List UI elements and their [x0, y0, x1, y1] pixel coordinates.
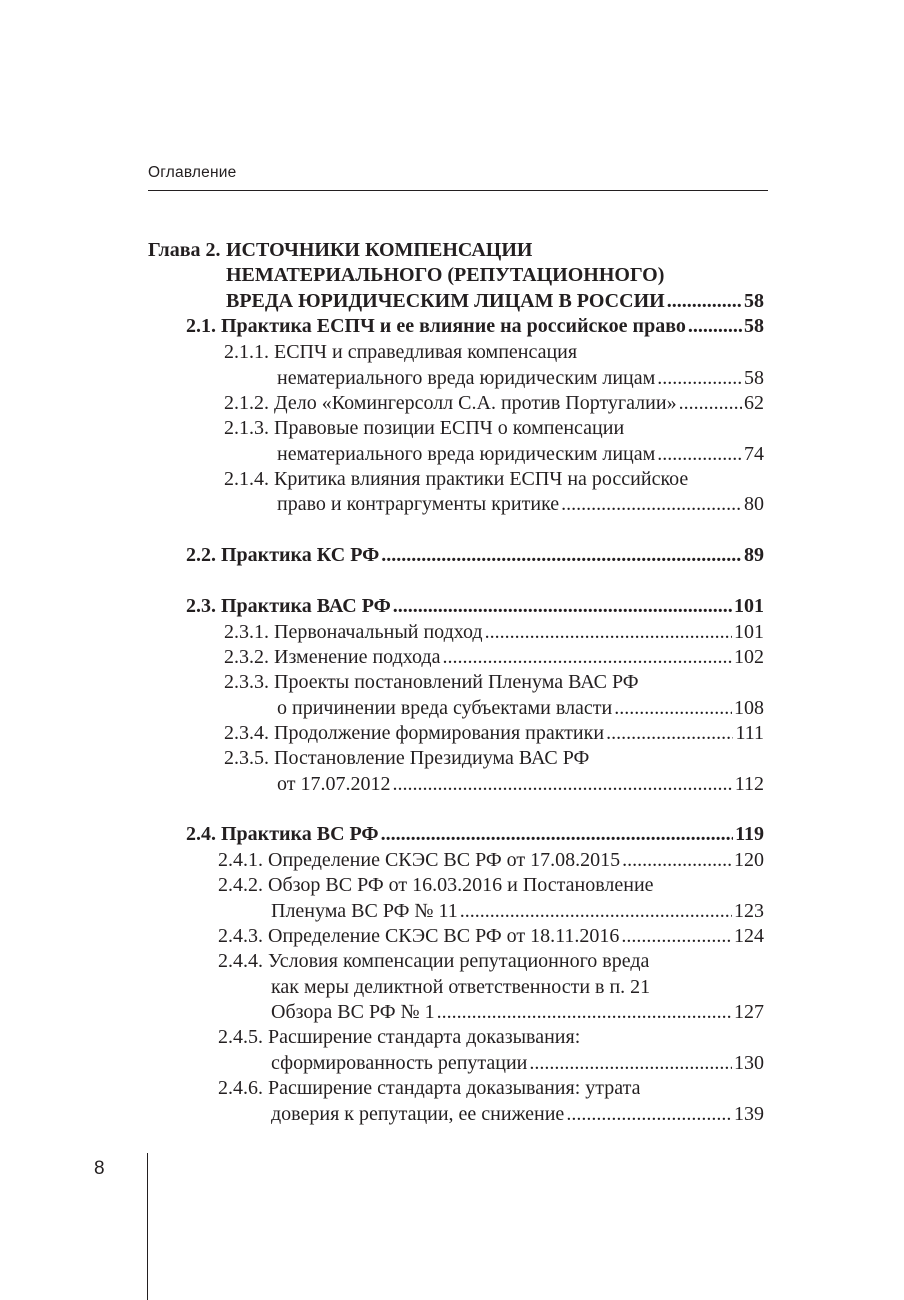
entry-title: Определение СКЭС ВС РФ от 18.11.2016: [268, 925, 620, 947]
toc-entry-2-1-3[interactable]: [224, 415, 624, 441]
page-ref: 139: [734, 1103, 764, 1125]
entry-number: 2.1.2.: [224, 392, 269, 414]
entry-title-cont: Обзора ВС РФ № 1: [271, 1001, 435, 1023]
toc-entry-2-1-1-cont[interactable]: [277, 365, 764, 391]
page-ref: 123: [734, 900, 764, 922]
entry-number: 2.1.4.: [224, 468, 269, 490]
entry-title: Условия компенсации репутационного вреда: [268, 950, 650, 972]
toc-entry-2-3-3-cont[interactable]: [277, 695, 764, 721]
page-ref: 101: [734, 621, 764, 643]
toc-entry-2-4-4-cont[interactable]: [271, 974, 650, 1000]
toc-entry-2-1[interactable]: [186, 313, 764, 339]
page-ref: 101: [734, 595, 764, 617]
toc-entry-2-4-2[interactable]: [218, 872, 654, 898]
entry-number: 2.4.2.: [218, 874, 263, 896]
section-title: 2.1. Практика ЕСПЧ и ее влияние на российское право: [186, 315, 686, 337]
page-ref: 80: [744, 493, 764, 515]
entry-title-cont: сформированность репутации: [271, 1052, 528, 1074]
dot-leader: [657, 365, 742, 391]
entry-title-cont: Пленума ВС РФ № 11: [271, 900, 458, 922]
entry-title: Изменение подхода: [274, 646, 441, 668]
dot-leader: [381, 821, 733, 847]
entry-title: Проекты постановлений Пленума ВАС РФ: [274, 671, 639, 693]
dot-leader: [606, 720, 733, 746]
toc-entry-2-4-5-cont[interactable]: [271, 1050, 764, 1076]
margin-rule: [147, 1153, 148, 1300]
page-ref: 124: [734, 925, 764, 947]
entry-title: Обзор ВС РФ от 16.03.2016 и Постановление: [268, 874, 654, 896]
chapter-title-line-2: НЕМАТЕРИАЛЬНОГО (РЕПУТАЦИОННОГО): [226, 264, 665, 286]
toc-entry-2-4-3[interactable]: [218, 923, 764, 949]
entry-title: Критика влияния практики ЕСПЧ на российское: [274, 468, 689, 490]
toc-entry-2-1-2[interactable]: [224, 390, 764, 416]
dot-leader: [561, 491, 742, 517]
page-ref: 74: [744, 443, 764, 465]
entry-title: ЕСПЧ и справедливая компенсация: [274, 341, 578, 363]
toc-entry-2-3-1[interactable]: [224, 619, 764, 645]
dot-leader: [622, 847, 732, 873]
entry-number: 2.3.2.: [224, 646, 269, 668]
dot-leader: [667, 288, 742, 314]
page-ref: 58: [744, 367, 764, 389]
entry-number: 2.3.5.: [224, 747, 269, 769]
toc-entry-2-4-2-cont[interactable]: [271, 898, 764, 924]
entry-title-cont: доверия к репутации, ее снижение: [271, 1103, 565, 1125]
page-ref: 108: [734, 697, 764, 719]
entry-title-cont: как меры деликтной ответственности в п. 21: [271, 976, 651, 998]
entry-title-cont: от 17.07.2012: [277, 773, 391, 795]
page-ref: 58: [744, 315, 764, 337]
toc-entry-2-4-4-cont-2[interactable]: [271, 999, 764, 1025]
page-ref: 119: [735, 823, 764, 845]
entry-title: Первоначальный подход: [274, 621, 483, 643]
chapter-label: Глава 2.: [148, 239, 221, 261]
toc-entry-2-3-5-cont[interactable]: [277, 771, 764, 797]
toc-entry-2-4-6-cont[interactable]: [271, 1101, 764, 1127]
page-ref: 89: [744, 544, 764, 566]
dot-leader: [614, 695, 732, 721]
dot-leader: [460, 898, 732, 924]
page-ref: 120: [734, 849, 764, 871]
toc-entry-2-4[interactable]: [186, 821, 764, 847]
page-ref: 130: [734, 1052, 764, 1074]
toc-entry-chapter-2[interactable]: [226, 288, 764, 314]
entry-title: Дело «Комингерсолл С.А. против Португалии»: [274, 392, 677, 414]
toc-entry-2-3-5[interactable]: [224, 745, 589, 771]
entry-title-cont: нематериального вреда юридическим лицам: [277, 367, 656, 389]
section-title: 2.2. Практика КС РФ: [186, 544, 380, 566]
section-title: 2.4. Практика ВС РФ: [186, 823, 379, 845]
entry-number: 2.4.5.: [218, 1026, 263, 1048]
entry-title-cont: право и контраргументы критике: [277, 493, 560, 515]
toc-entry-2-3-2[interactable]: [224, 644, 764, 670]
entry-number: 2.3.4.: [224, 722, 269, 744]
page-ref: 62: [744, 392, 764, 414]
section-title: 2.3. Практика ВАС РФ: [186, 595, 391, 617]
toc-entry-2-4-1[interactable]: [218, 847, 764, 873]
dot-leader: [621, 923, 732, 949]
page-ref: 127: [734, 1001, 764, 1023]
chapter-title-line-3: ВРЕДА ЮРИДИЧЕСКИМ ЛИЦАМ В РОССИИ: [226, 290, 665, 312]
entry-number: 2.3.1.: [224, 621, 269, 643]
toc-entry-2-4-6[interactable]: [218, 1075, 640, 1101]
page-ref: 102: [734, 646, 764, 668]
dot-leader: [381, 542, 742, 568]
toc-entry-2-2[interactable]: [186, 542, 764, 568]
page-number: 8: [94, 1158, 105, 1179]
entry-title: Определение СКЭС ВС РФ от 17.08.2015: [268, 849, 621, 871]
dot-leader: [437, 999, 732, 1025]
dot-leader: [679, 390, 742, 416]
toc-entry-2-1-4-cont[interactable]: [277, 491, 764, 517]
dot-leader: [485, 619, 732, 645]
entry-number: 2.1.1.: [224, 341, 269, 363]
entry-number: 2.4.6.: [218, 1077, 263, 1099]
entry-title-cont: о причинении вреда субъектами власти: [277, 697, 613, 719]
entry-number: 2.4.1.: [218, 849, 263, 871]
entry-number: 2.1.3.: [224, 417, 269, 439]
toc-entry-2-4-4[interactable]: [218, 948, 649, 974]
entry-number: 2.3.3.: [224, 671, 269, 693]
entry-title-cont: нематериального вреда юридическим лицам: [277, 443, 656, 465]
dot-leader: [393, 593, 732, 619]
entry-title: Расширение стандарта доказывания: утрата: [268, 1077, 641, 1099]
entry-title: Расширение стандарта доказывания:: [268, 1026, 581, 1048]
entry-number: 2.4.4.: [218, 950, 263, 972]
toc-entry-2-3-4[interactable]: [224, 720, 764, 746]
running-head: Оглавление: [148, 164, 237, 181]
dot-leader: [529, 1050, 732, 1076]
toc-entry-2-1-4[interactable]: [224, 466, 688, 492]
toc-entry-2-4-5[interactable]: [218, 1024, 580, 1050]
entry-title: Правовые позиции ЕСПЧ о компенсации: [274, 417, 625, 439]
dot-leader: [392, 771, 732, 797]
toc-entry-2-3-3[interactable]: [224, 669, 639, 695]
dot-leader: [688, 313, 742, 339]
dot-leader: [442, 644, 732, 670]
page-ref: 111: [735, 722, 764, 744]
toc-entry-2-1-1[interactable]: [224, 339, 577, 365]
dot-leader: [566, 1101, 732, 1127]
page-ref: 58: [744, 290, 764, 312]
toc-entry-2-3[interactable]: [186, 593, 764, 619]
chapter-title-line-1: ИСТОЧНИКИ КОМПЕНСАЦИИ: [226, 239, 533, 261]
entry-title: Постановление Президиума ВАС РФ: [274, 747, 590, 769]
dot-leader: [657, 441, 742, 467]
toc-entry-2-1-3-cont[interactable]: [277, 441, 764, 467]
page-ref: 112: [734, 773, 764, 795]
entry-number: 2.4.3.: [218, 925, 263, 947]
entry-title: Продолжение формирования практики: [274, 722, 605, 744]
